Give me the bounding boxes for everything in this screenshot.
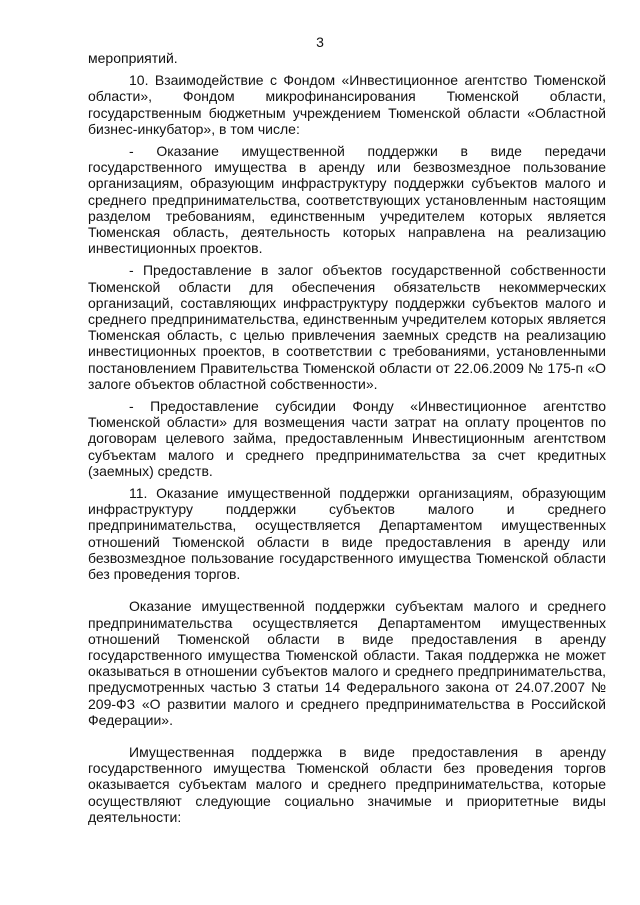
paragraph-property-support-smb: Оказание имущественной поддержки субъектам малого и среднего предпринимательства осуществляется Департаментом имущественных отношений Тюменской области в виде предоставления в аренду государственного имущества Тюменской области. Такая поддержка не может оказываться в отношении субъектов малого и среднего предпринимательства, предусмотренных частью 3 статьи 14 Федерального закона от 24.07.2007 № 209-ФЗ «О развитии малого и среднего предпринимательства в Российской Федерации». [88, 598, 606, 728]
page-number: 3 [316, 34, 324, 50]
paragraph-bullet-subsidy: - Предоставление субсидии Фонду «Инвестиционное агентство Тюменской области» для возмещения части затрат на оплату процентов по договорам целевого займа, предоставленным Инвестиционным агентством субъектам малого и среднего предпринимательства за счет кредитных (заемных) средств. [88, 398, 606, 479]
paragraph-item-10: 10. Взаимодействие с Фондом «Инвестиционное агентство Тюменской области», Фондом микрофинансирования Тюменской области, государственным бюджетным учреждением Тюменской области «Областной бизнес-инкубатор», в том числе: [88, 72, 606, 137]
paragraph-bullet-property-support: - Оказание имущественной поддержки в виде передачи государственного имущества в аренду или безвозмездное пользование организациям, образующим инфраструктуру поддержки субъектов малого и среднего предпринимательства, соответствующих установленным настоящим разделом требованиям, единственным учредителем которых является Тюменская область, деятельность которых направлена на реализацию инвестиционных проектов. [88, 143, 606, 257]
paragraph-priority-activities: Имущественная поддержка в виде предоставления в аренду государственного имущества Тюменской области без проведения торгов оказывается субъектам малого и среднего предпринимательства, которые осуществляют следующие социально значимые и приоритетные виды деятельности: [88, 743, 606, 825]
paragraph-continuation: мероприятий. [88, 50, 178, 66]
paragraph-item-11: 11. Оказание имущественной поддержки организациям, образующим инфраструктуру поддержки субъектов малого и среднего предпринимательства, осуществляется Департаментом имущественных отношений Тюменской области в виде предоставления в аренду или безвозмездное пользование государственного имущества Тюменской области без проведения торгов. [88, 485, 606, 583]
paragraph-bullet-pledge: - Предоставление в залог объектов государственной собственности Тюменской области для обеспечения обязательств некоммерческих организаций, составляющих инфраструктуру поддержки субъектов малого и среднего предпринимательства, единственным учредителем которых является Тюменская область, с целью привлечения заемных средств на реализацию инвестиционных проектов, в соответствии с требованиями, установленными постановлением Правительства Тюменской области от 22.06.2009 № 175-п «О залоге объектов областной собственности». [88, 262, 606, 392]
document-body [88, 50, 606, 825]
